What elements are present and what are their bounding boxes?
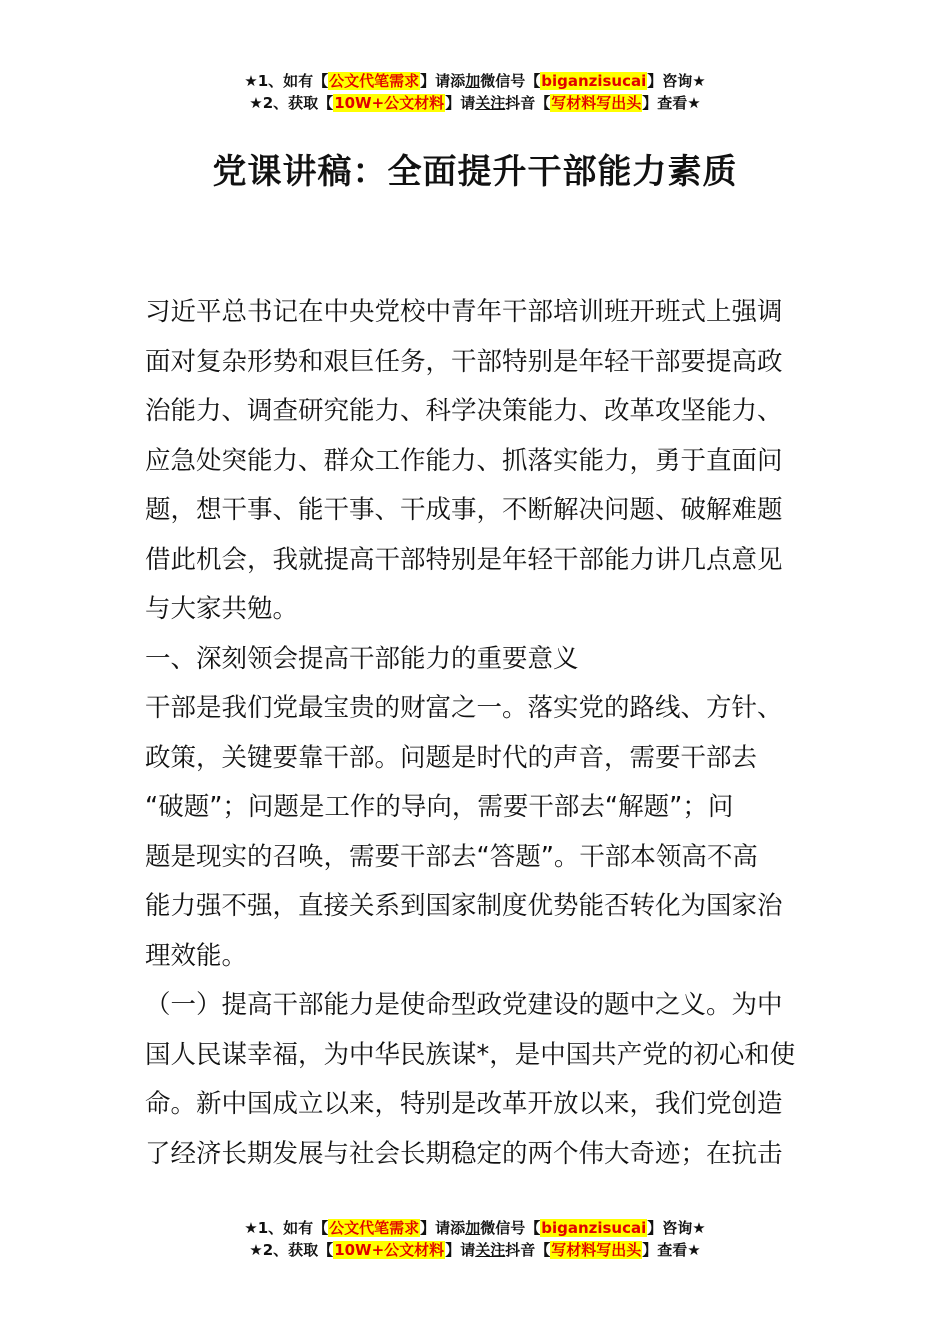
banner-text: ★1、如有【 (244, 72, 329, 90)
body-line: 题是现实的召唤，需要干部去“答题”。干部本领高不高 (145, 841, 758, 872)
banner-text: 】查看★ (642, 1241, 701, 1259)
banner-underlined-text: 加 (465, 1219, 481, 1237)
body-line: 了经济长期发展与社会长期稳定的两个伟大奇迹；在抗击 (145, 1138, 783, 1169)
banner-text: 】咨询★ (647, 72, 706, 90)
banner-highlight: 写材料写出头 (551, 94, 642, 112)
banner-text: 微信号【 (480, 72, 541, 90)
body-line: 应急处突能力、群众工作能力、抓落实能力，勇于直面问 (145, 445, 783, 476)
body-line: 借此机会，我就提高干部特别是年轻干部能力讲几点意见 (145, 544, 783, 575)
body-line: 理效能。 (145, 940, 248, 971)
banner-text: ★2、获取【 (249, 1241, 334, 1259)
banner-line-2 (0, 1239, 950, 1261)
banner-highlight: biganzisucai (541, 72, 647, 90)
banner-highlight: 公文代笔需求 (329, 1219, 420, 1237)
body-line: （一）提高干部能力是使命型政党建设的题中之义。为中 (145, 990, 783, 1020)
document-body (145, 288, 810, 1179)
body-line: 国人民谋幸福，为中华民族谋*，是中国共产党的初心和使 (145, 1039, 796, 1070)
banner-text: 】查看★ (642, 94, 701, 112)
banner-line-2 (0, 92, 950, 114)
banner-highlight: biganzisucai (541, 1219, 647, 1237)
banner-line-1 (0, 1217, 950, 1239)
banner-text: 抖音【 (505, 1241, 551, 1259)
body-line: 习近平总书记在中央党校中青年干部培训班开班式上强调 (145, 297, 783, 327)
banner-text: 微信号【 (480, 1219, 541, 1237)
banner-underlined-text: 关注 (475, 94, 506, 112)
body-line: 政策，关键要靠干部。问题是时代的声音，需要干部去 (145, 742, 758, 773)
banner-text: 】请添 (420, 72, 466, 90)
banner-underlined-text: 加 (465, 72, 481, 90)
banner-text: 】请 (445, 1241, 476, 1259)
section-heading: 一、深刻领会提高干部能力的重要意义 (145, 643, 579, 674)
banner-text: ★1、如有【 (244, 1219, 329, 1237)
body-line: 治能力、调查研究能力、科学决策能力、改革攻坚能力、 (145, 396, 783, 426)
banner-underlined-text: 关注 (475, 1241, 506, 1259)
body-line: 与大家共勉。 (145, 594, 299, 624)
body-line: “破题”；问题是工作的导向，需要干部去“解题”；问 (145, 792, 734, 822)
banner-line-1 (0, 70, 950, 92)
banner-highlight: 10W+公文材料 (334, 1241, 445, 1259)
header-banner (0, 70, 950, 114)
banner-text: 】请 (445, 94, 476, 112)
banner-text: 】咨询★ (647, 1219, 706, 1237)
banner-highlight: 公文代笔需求 (329, 72, 420, 90)
body-line: 面对复杂形势和艰巨任务，干部特别是年轻干部要提高政 (145, 346, 783, 377)
banner-text: 抖音【 (505, 94, 551, 112)
body-line: 能力强不强，直接关系到国家制度优势能否转化为国家治 (145, 891, 783, 921)
body-line: 命。新中国成立以来，特别是改革开放以来，我们党创造 (145, 1089, 783, 1119)
banner-text: ★2、获取【 (249, 94, 334, 112)
footer-banner (0, 1217, 950, 1261)
banner-highlight: 10W+公文材料 (334, 94, 445, 112)
banner-text: 】请添 (420, 1219, 466, 1237)
document-title: 党课讲稿：全面提升干部能力素质 (212, 152, 738, 192)
banner-highlight: 写材料写出头 (551, 1241, 642, 1259)
body-line: 干部是我们党最宝贵的财富之一。落实党的路线、方针、 (145, 693, 783, 723)
body-line: 题，想干事、能干事、干成事，不断解决问题、破解难题 (145, 495, 783, 525)
